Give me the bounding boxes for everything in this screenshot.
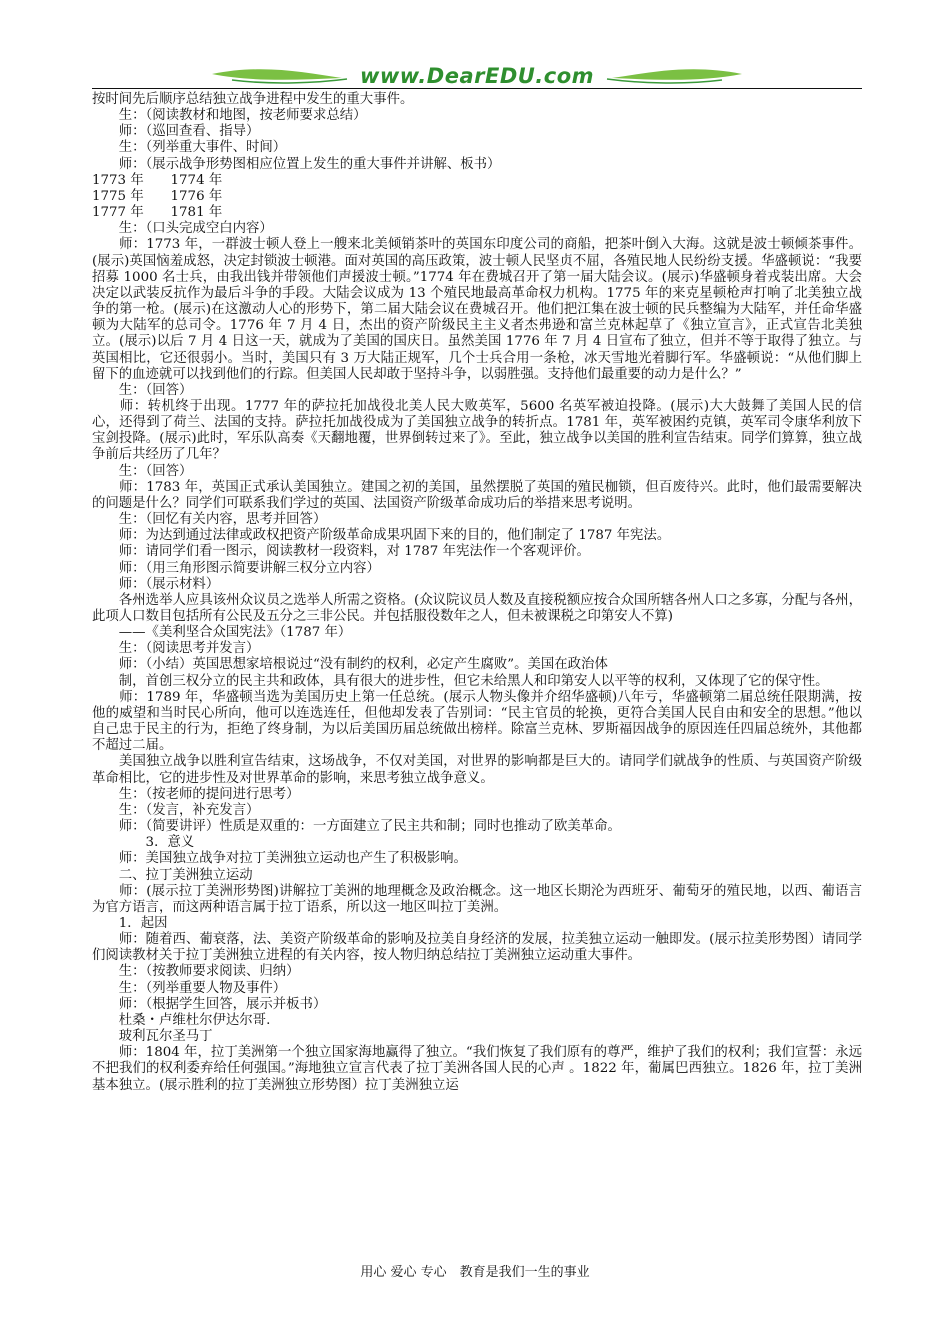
paragraph: 各州选举人应具该州众议员之选举人所需之资格。(众议院议员人数及直接税额应按合众国所辖各州人口之多寡，分配与各州，此项人口数目包括所有公民及五分之三非公民。并包括服役数年之人，但未被课税之印第安人不算) [92,592,862,624]
paragraph: 按时间先后顺序总结独立战争进程中发生的重大事件。 [92,92,414,107]
paragraph: 杜桑・卢维杜尔伊达尔哥. [92,1012,271,1028]
paragraph: 1773 年 1774 年 [92,172,223,188]
paragraph: 生：（列举重要人物及事件） [92,980,287,996]
paragraph: 师：随着西、葡衰落，法、美资产阶级革命的影响及拉美自身经济的发展，拉美独立运动一触即发。(展示拉美形势图）请同学们阅读教材关于拉丁美洲独立进程的有关内容，按人物归纳总结拉丁美洲独立运动重大事件。 [92,932,862,964]
paragraph: 师：（小结）英国思想家培根说过“没有制约的权利，必定产生腐败”。美国在政治体 [92,657,608,673]
paragraph: 师：（根据学生回答，展示并板书） [92,996,327,1012]
paragraph: 3．意义 [92,835,195,851]
paragraph: 1775 年 1776 年 [92,188,223,204]
paragraph: 生：（列举重大事件、时间） [92,140,287,156]
header-rule [92,88,862,89]
paragraph: 师：（展示战争形势图相应位置上发生的重大事件并讲解、板书） [92,156,501,172]
paragraph: 生：（发言，补充发言） [92,802,260,818]
paragraph: 师：1783 年，英国正式承认美国独立。建国之初的美国，虽然摆脱了英国的殖民枷锁，但百废待兴。此时，他们最需要解决的问题是什么？同学们可联系我们学过的英国、法国资产阶级革命成功后的举措来思考说明。 [92,479,862,511]
paragraph: 生：（阅读思考并发言） [92,641,260,657]
paragraph: 生：（按教师要求阅读、归纳） [92,964,300,980]
document-body [92,92,862,1094]
paragraph: 生：（回忆有关内容，思考并回答） [92,512,327,528]
page-footer: 用心 爱心 专心 教育是我们一生的事业 [360,1265,590,1280]
paragraph: 师：转机终于出现。1777 年的萨拉托加战役北美人民大败英军，5600 名英军被迫投降。(展示)大大鼓舞了美国人民的信心，还得到了荷兰、法国的支持。萨拉托加战役成为了美国独立战争的转折点。1781 年，英军被困约克镇，英军司令康华利放下宝剑投降。(展示)此时，军乐队高奏《天翻地覆，世界倒转过来了》。至此，独立战争以美国的胜利宣告结束。同学们算算，独立战争前后共经历了几年？ [92,398,862,463]
paragraph: 师：(展示拉丁美洲形势图)讲解拉丁美洲的地理概念及政治概念。这一地区长期沦为西班牙、葡萄牙的殖民地，以西、葡语言为官方语言，而这两种语言属于拉丁语系，所以这一地区叫拉丁美洲。 [92,883,862,915]
paragraph: 师：为达到通过法律或政权把资产阶级革命成果巩固下来的目的，他们制定了 1787 年宪法。 [92,528,671,544]
paragraph: 师：1773 年，一群波士顿人登上一艘来北美倾销茶叶的英国东印度公司的商船，把茶叶倒入大海。这就是波士顿倾茶事件。(展示)英国恼羞成怒，决定封锁波士顿港。面对英国的高压政策，波士顿人民坚贞不屈，各殖民地人民纷纷支援。华盛顿说：“我要招募 1000 名士兵，由我出钱并带领他们声援波士顿。”1774 年在费城召开了第一届大陆会议。(展示)华盛顿身着戎装出席。大会决定以武装反抗作为最后斗争的手段。大陆会议成为 13 个殖民地最高革命权力机构。1775 年的来克星顿枪声打响了北美独立战争的第一枪。(展示)在这激动人心的形势下，第二届大陆会议在费城召开。他们把江集在波士顿的民兵整编为大陆军，并任命华盛顿为大陆军的总司令。1776 年 7 月 4 日，杰出的资产阶级民主主义者杰弗逊和富兰克林起草了《独立宣言》，正式宣告北美独立。(展示)以后 7 月 4 日这一天，就成为了美国的国庆日。虽然美国 1776 年 7 月 4 日宣布了独立，但并不等于取得了独立。与英国相比，它还很弱小。当时，美国只有 3 万大陆正规军，几个士兵合用一条枪，冰天雪地光着脚行军。华盛顿说：“从他们脚上留下的血迹就可以找到他们的行踪。但美国人民却敢于坚持斗争，以弱胜强。支持他们最重要的动力是什么？” [92,237,862,382]
paragraph: 师：（巡回查看、指导） [92,124,260,140]
paragraph: 1．起因 [92,915,168,931]
paragraph: 师：美国独立战争对拉丁美洲独立运动也产生了积极影响。 [92,851,467,867]
paragraph: 生：（回答） [92,463,193,479]
paragraph: 二、拉丁美洲独立运动 [92,867,253,883]
paragraph: 师：请同学们看一图示，阅读教材一段资料，对 1787 年宪法作一个客观评价。 [92,544,590,560]
paragraph: 1777 年 1781 年 [92,205,223,221]
site-logo-text: www.DearEDU.com [359,64,595,88]
paragraph: 师：（展示材料） [92,576,220,592]
paragraph: 制，首创三权分立的民主共和政体，具有很大的进步性，但它未给黑人和印第安人以平等的权利，又体现了它的保守性。 [92,673,829,689]
paragraph: 师：1789 年，华盛顿当选为美国历史上第一任总统。(展示人物头像并介绍华盛顿)八年亏，华盛顿第二届总统任限期满，按他的威望和当时民心所向，他可以连选连任，但他却发表了告别词：“民主官员的轮换，更符合美国人民自由和安全的思想。”他以自己忠于民主的行为，拒绝了终身制，为以后美国历届总统做出榜样。除富兰克林、罗斯福因战争的原因连任四届总统外，其他都不超过二届。 [92,689,862,754]
paragraph: 生：（回答） [92,382,193,398]
paragraph: 师：（用三角形图示简要讲解三权分立内容） [92,560,380,576]
paragraph: 师：（简要讲评）性质是双重的：一方面建立了民主共和制；同时也推动了欧美革命。 [92,819,621,835]
paragraph: ——《美利坚合众国宪法》（1787 年） [92,625,352,641]
paragraph: 玻利瓦尔圣马丁 [92,1029,213,1045]
paragraph: 师：1804 年，拉丁美洲第一个独立国家海地赢得了独立。“我们恢复了我们原有的尊严，维护了我们的权利；我们宣誓：永远不把我们的权利委弃给任何强国。”海地独立宣言代表了拉丁美洲各国人民的心声 。1822 年，葡属巴西独立。1826 年，拉丁美洲基本独立。(展示胜利的拉丁美洲独立形势图）拉丁美洲独立运 [92,1045,862,1093]
paragraph: 美国独立战争以胜利宣告结束，这场战争，不仅对美国，对世界的影响都是巨大的。请同学们就战争的性质、与英国资产阶级革命相比，它的进步性及对世界革命的影响，来思考独立战争意义。 [92,754,862,786]
paragraph: 生：（按老师的提问进行思考） [92,786,300,802]
paragraph: 生：（阅读教材和地图，按老师要求总结） [92,108,367,124]
paragraph: 生：（口头完成空白内容） [92,221,273,237]
